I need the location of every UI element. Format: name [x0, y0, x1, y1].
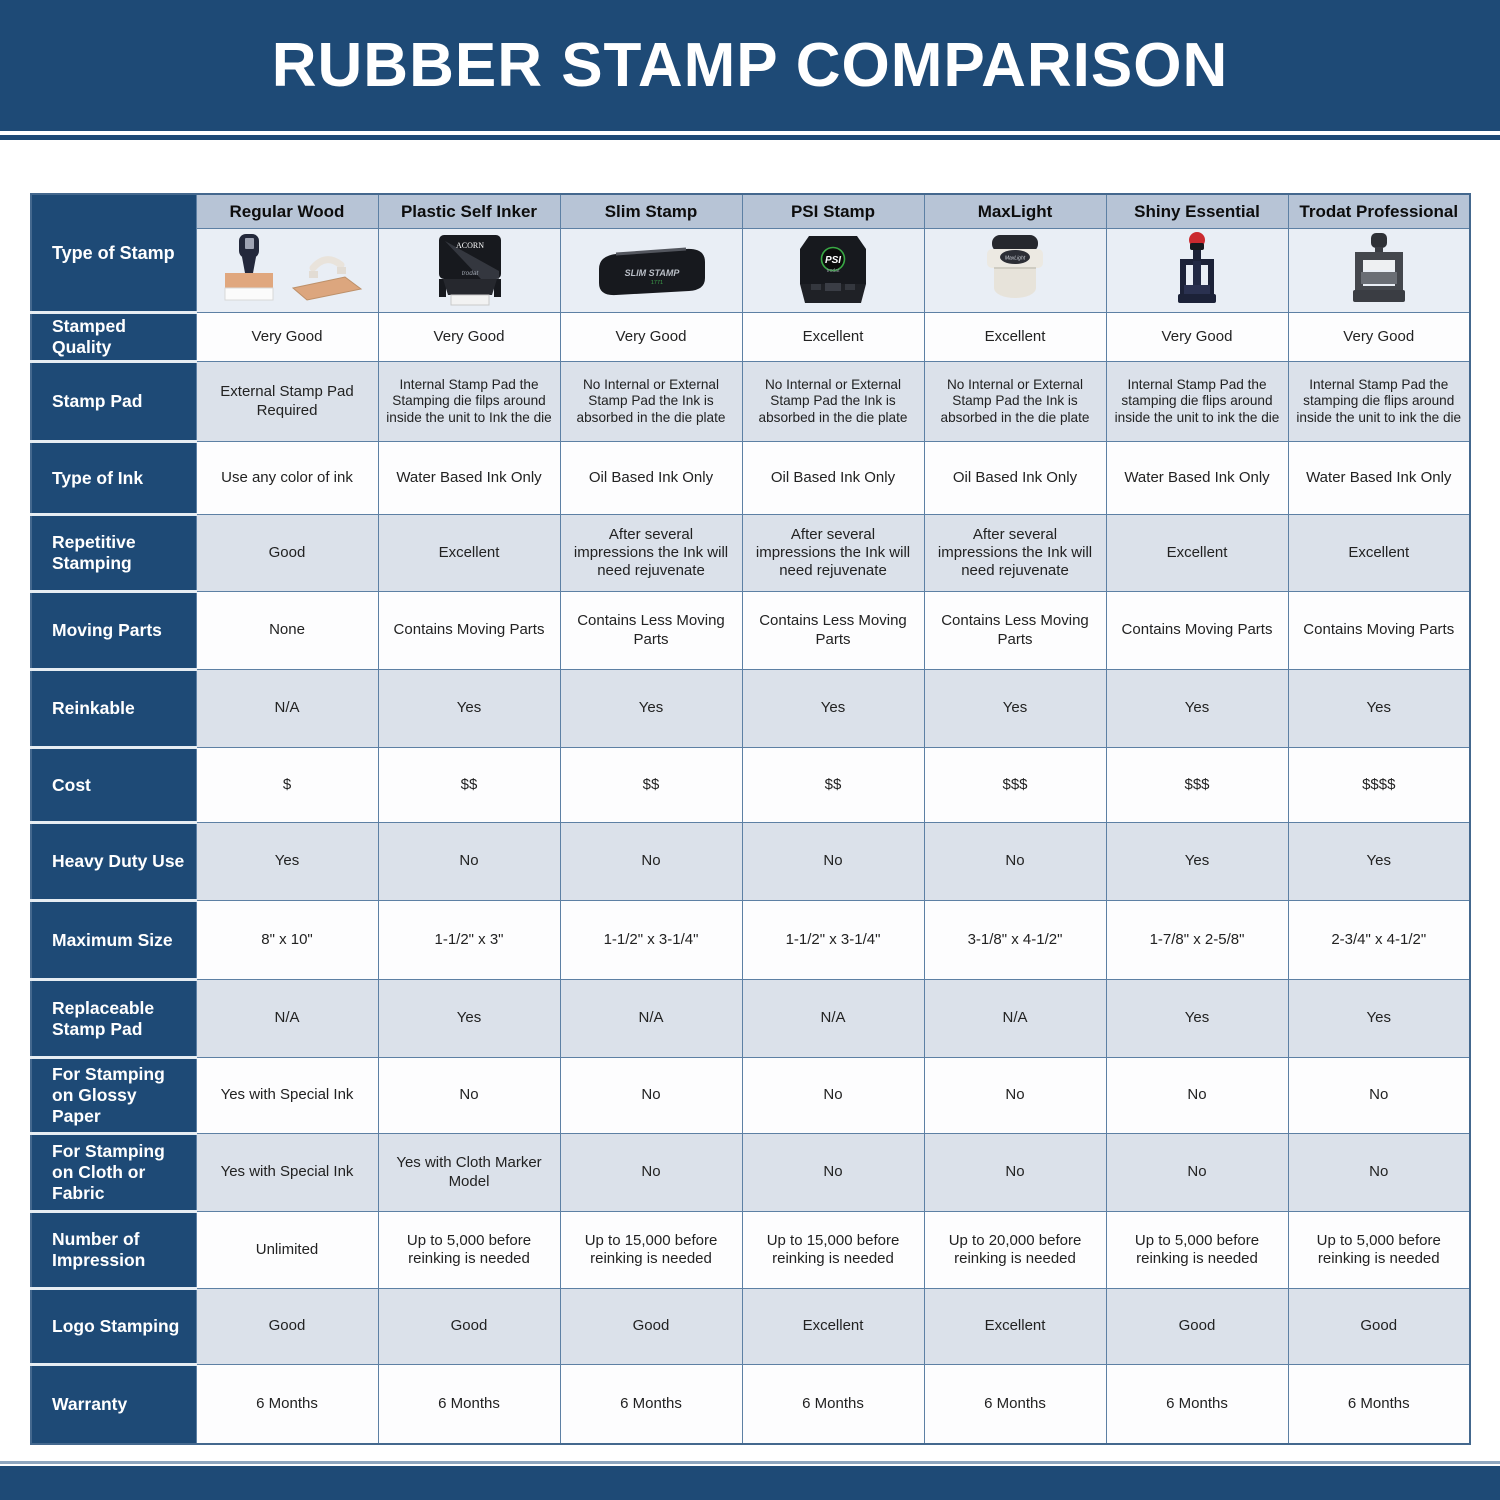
cell: No	[560, 823, 742, 901]
cell: No	[378, 1058, 560, 1134]
cell: Yes with Special Ink	[196, 1134, 378, 1212]
table-row	[31, 1289, 1470, 1365]
column-header-regular-wood: Regular Wood	[196, 194, 378, 229]
cell: External Stamp Pad Required	[196, 362, 378, 442]
svg-text:trodat: trodat	[826, 267, 840, 274]
cell: Contains Moving Parts	[1106, 592, 1288, 670]
cell: Good	[196, 515, 378, 592]
row-label-repetitive-stamping: Repetitive Stamping	[31, 515, 196, 592]
cell: Yes with Cloth Marker Model	[378, 1134, 560, 1212]
cell: Internal Stamp Pad the Stamping die filps around inside the unit to Ink the die	[378, 362, 560, 442]
cell: Up to 5,000 before reinking is needed	[1288, 1212, 1470, 1289]
cell: 1-7/8" x 2-5/8"	[1106, 901, 1288, 980]
cell: Yes	[1106, 823, 1288, 901]
cell: After several impressions the Ink will need rejuvenate	[924, 515, 1106, 592]
cell: N/A	[196, 980, 378, 1058]
table-row	[31, 980, 1470, 1058]
trodat-professional-stamp-image	[1288, 229, 1470, 313]
banner-divider-stripe	[0, 135, 1500, 140]
cell: Excellent	[378, 515, 560, 592]
cell: Water Based Ink Only	[1106, 442, 1288, 515]
cell: No	[924, 823, 1106, 901]
cell: Oil Based Ink Only	[742, 442, 924, 515]
cell: None	[196, 592, 378, 670]
cell: N/A	[196, 670, 378, 748]
cell: No Internal or External Stamp Pad the Ink is absorbed in the die plate	[742, 362, 924, 442]
cell: Excellent	[742, 1289, 924, 1365]
cell: Up to 5,000 before reinking is needed	[1106, 1212, 1288, 1289]
column-header-shiny-essential: Shiny Essential	[1106, 194, 1288, 229]
table-body	[31, 313, 1470, 1444]
plastic-self-inker-stamp-image	[378, 229, 560, 313]
cell: No	[1106, 1134, 1288, 1212]
table-row	[31, 823, 1470, 901]
cell: No Internal or External Stamp Pad the Ink is absorbed in the die plate	[924, 362, 1106, 442]
cell: Contains Less Moving Parts	[742, 592, 924, 670]
cell: Unlimited	[196, 1212, 378, 1289]
cell: Yes	[1106, 670, 1288, 748]
cell: $$	[378, 748, 560, 823]
cell: 6 Months	[196, 1365, 378, 1444]
cell: No Internal or External Stamp Pad the Ink is absorbed in the die plate	[560, 362, 742, 442]
cell: N/A	[924, 980, 1106, 1058]
cell: Very Good	[1106, 313, 1288, 362]
svg-text:1771: 1771	[650, 279, 664, 286]
svg-text:trodat: trodat	[461, 269, 479, 277]
cell: Use any color of ink	[196, 442, 378, 515]
cell: Up to 20,000 before reinking is needed	[924, 1212, 1106, 1289]
cell: Very Good	[378, 313, 560, 362]
svg-text:MaxLight: MaxLight	[1004, 255, 1026, 261]
cell: Yes	[1288, 670, 1470, 748]
cell: Excellent	[1288, 515, 1470, 592]
cell: Water Based Ink Only	[378, 442, 560, 515]
table-row	[31, 362, 1470, 442]
cell: Good	[378, 1289, 560, 1365]
cell: No	[560, 1134, 742, 1212]
cell: Good	[1288, 1289, 1470, 1365]
cell: 8" x 10"	[196, 901, 378, 980]
table-row	[31, 1365, 1470, 1444]
row-label-warranty: Warranty	[31, 1365, 196, 1444]
cell: 6 Months	[1288, 1365, 1470, 1444]
cell: Up to 5,000 before reinking is needed	[378, 1212, 560, 1289]
column-header-trodat-professional: Trodat Professional	[1288, 194, 1470, 229]
row-label-logo-stamping: Logo Stamping	[31, 1289, 196, 1365]
cell: N/A	[560, 980, 742, 1058]
cell: 3-1/8" x 4-1/2"	[924, 901, 1106, 980]
cell: Yes	[196, 823, 378, 901]
column-header-slim-stamp: Slim Stamp	[560, 194, 742, 229]
row-label-number-of-impression: Number of Impression	[31, 1212, 196, 1289]
row-label-for-stamping-on-cloth-or-fabric: For Stamping on Cloth or Fabric	[31, 1134, 196, 1212]
row-label-reinkable: Reinkable	[31, 670, 196, 748]
cell: Water Based Ink Only	[1288, 442, 1470, 515]
cell: $$$	[924, 748, 1106, 823]
table-row	[31, 592, 1470, 670]
cell: 1-1/2" x 3-1/4"	[742, 901, 924, 980]
footer-band	[0, 1466, 1500, 1500]
cell: No	[378, 823, 560, 901]
table-head	[31, 194, 1470, 313]
row-label-cost: Cost	[31, 748, 196, 823]
cell: Up to 15,000 before reinking is needed	[742, 1212, 924, 1289]
maxlight-stamp-image	[924, 229, 1106, 313]
row-header-type-of-stamp: Type of Stamp	[31, 194, 196, 313]
cell: After several impressions the Ink will need rejuvenate	[560, 515, 742, 592]
cell: Excellent	[924, 313, 1106, 362]
cell: Yes	[924, 670, 1106, 748]
cell: Yes	[1288, 823, 1470, 901]
footer-divider-stripe	[0, 1461, 1500, 1464]
cell: Yes	[1106, 980, 1288, 1058]
page-title: RUBBER STAMP COMPARISON	[271, 31, 1229, 100]
row-label-for-stamping-on-glossy-paper: For Stamping on Glossy Paper	[31, 1058, 196, 1134]
cell: Yes	[378, 980, 560, 1058]
cell: Oil Based Ink Only	[560, 442, 742, 515]
cell: Up to 15,000 before reinking is needed	[560, 1212, 742, 1289]
cell: Very Good	[196, 313, 378, 362]
cell: 2-3/4" x 4-1/2"	[1288, 901, 1470, 980]
cell: N/A	[742, 980, 924, 1058]
cell: 6 Months	[742, 1365, 924, 1444]
svg-text:SLIM STAMP: SLIM STAMP	[624, 267, 680, 278]
row-label-stamped-quality: Stamped Quality	[31, 313, 196, 362]
table-row	[31, 515, 1470, 592]
cell: Good	[1106, 1289, 1288, 1365]
cell: Excellent	[924, 1289, 1106, 1365]
cell: Yes	[1288, 980, 1470, 1058]
cell: No	[742, 1134, 924, 1212]
comparison-table	[30, 193, 1471, 1445]
cell: Yes	[378, 670, 560, 748]
stamp-images-row	[31, 229, 1470, 313]
cell: $$	[742, 748, 924, 823]
table-row	[31, 901, 1470, 980]
cell: 1-1/2" x 3-1/4"	[560, 901, 742, 980]
cell: Excellent	[1106, 515, 1288, 592]
cell: 1-1/2" x 3"	[378, 901, 560, 980]
row-label-moving-parts: Moving Parts	[31, 592, 196, 670]
column-header-psi-stamp: PSI Stamp	[742, 194, 924, 229]
cell: Excellent	[742, 313, 924, 362]
cell: Contains Less Moving Parts	[924, 592, 1106, 670]
cell: Oil Based Ink Only	[924, 442, 1106, 515]
column-header-maxlight: MaxLight	[924, 194, 1106, 229]
table-row	[31, 670, 1470, 748]
row-label-type-of-ink: Type of Ink	[31, 442, 196, 515]
cell: No	[742, 1058, 924, 1134]
cell: $	[196, 748, 378, 823]
cell: Very Good	[1288, 313, 1470, 362]
cell: Internal Stamp Pad the stamping die flips around inside the unit to ink the die	[1106, 362, 1288, 442]
shiny-essential-stamp-image	[1106, 229, 1288, 313]
svg-text:PSI: PSI	[824, 254, 842, 266]
cell: Contains Moving Parts	[1288, 592, 1470, 670]
slim-stamp-image	[560, 229, 742, 313]
psi-stamp-image	[742, 229, 924, 313]
cell: Contains Moving Parts	[378, 592, 560, 670]
cell: Contains Less Moving Parts	[560, 592, 742, 670]
cell: $$$	[1106, 748, 1288, 823]
cell: No	[742, 823, 924, 901]
svg-text:ACORN: ACORN	[455, 240, 485, 250]
cell: No	[924, 1134, 1106, 1212]
cell: Good	[196, 1289, 378, 1365]
row-label-heavy-duty-use: Heavy Duty Use	[31, 823, 196, 901]
cell: Yes	[742, 670, 924, 748]
row-label-maximum-size: Maximum Size	[31, 901, 196, 980]
table-row	[31, 748, 1470, 823]
table-row	[31, 313, 1470, 362]
table-row	[31, 1134, 1470, 1212]
regular-wood-stamp-image	[196, 229, 378, 313]
cell: 6 Months	[924, 1365, 1106, 1444]
cell: Internal Stamp Pad the stamping die flips around inside the unit to ink the die	[1288, 362, 1470, 442]
cell: No	[1288, 1058, 1470, 1134]
cell: $$$$	[1288, 748, 1470, 823]
table-row	[31, 1058, 1470, 1134]
cell: 6 Months	[560, 1365, 742, 1444]
cell: Very Good	[560, 313, 742, 362]
cell: No	[560, 1058, 742, 1134]
table-row	[31, 442, 1470, 515]
column-header-plastic-self-inker: Plastic Self Inker	[378, 194, 560, 229]
cell: 6 Months	[1106, 1365, 1288, 1444]
cell: No	[1106, 1058, 1288, 1134]
cell: Yes with Special Ink	[196, 1058, 378, 1134]
cell: No	[1288, 1134, 1470, 1212]
cell: 6 Months	[378, 1365, 560, 1444]
cell: Yes	[560, 670, 742, 748]
row-label-replaceable-stamp-pad: Replaceable Stamp Pad	[31, 980, 196, 1058]
table-row	[31, 1212, 1470, 1289]
cell: No	[924, 1058, 1106, 1134]
cell: $$	[560, 748, 742, 823]
cell: After several impressions the Ink will need rejuvenate	[742, 515, 924, 592]
title-banner	[0, 0, 1500, 131]
cell: Good	[560, 1289, 742, 1365]
row-label-stamp-pad: Stamp Pad	[31, 362, 196, 442]
